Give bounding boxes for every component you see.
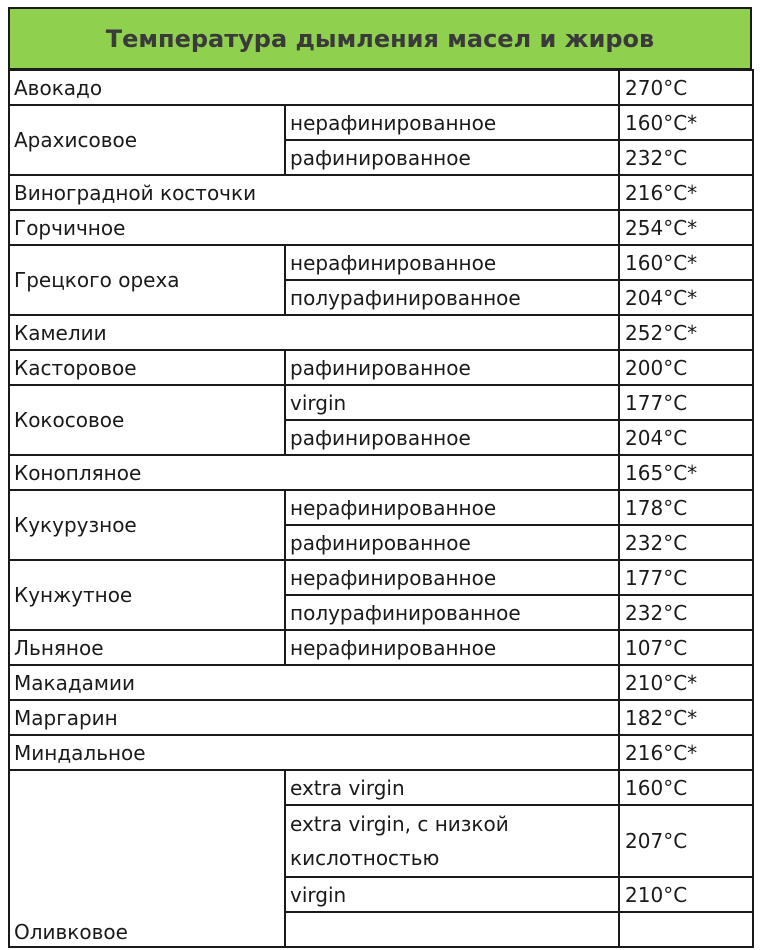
variant-cell: нерафинированное (285, 245, 619, 280)
variant-cell: extra virgin, с низкой кислотностью (285, 805, 619, 877)
oil-name-cell: Маргарин (9, 700, 619, 735)
table-row (9, 385, 753, 420)
variant-cell: virgin (285, 877, 619, 912)
temperature-cell (619, 912, 753, 947)
table-row (9, 490, 753, 525)
oil-name-cell: Макадамии (9, 665, 619, 700)
temperature-cell: 210°C* (619, 665, 753, 700)
table-row (9, 700, 753, 735)
table-title: Температура дымления масел и жиров (8, 7, 752, 70)
oil-name-cell: Грецкого ореха (9, 245, 285, 315)
temperature-cell: 210°C (619, 877, 753, 912)
variant-cell: рафинированное (285, 350, 619, 385)
variant-cell: рафинированное (285, 420, 619, 455)
temperature-cell: 107°C (619, 630, 753, 665)
oil-name-cell: Кунжутное (9, 560, 285, 630)
temperature-cell: 270°C (619, 70, 753, 105)
oil-name-cell: Авокадо (9, 70, 619, 105)
variant-cell: полурафинированное (285, 595, 619, 630)
variant-cell: нерафинированное (285, 560, 619, 595)
oil-name-cell: Касторовое (9, 350, 285, 385)
temperature-cell: 182°C* (619, 700, 753, 735)
temperature-cell: 178°C (619, 490, 753, 525)
temperature-cell: 177°C (619, 560, 753, 595)
table-row (9, 105, 753, 140)
table-row (9, 315, 753, 350)
temperature-cell: 204°C* (619, 280, 753, 315)
variant-cell: полурафинированное (285, 280, 619, 315)
oil-name-cell: Виноградной косточки (9, 175, 619, 210)
table-row (9, 210, 753, 245)
temperature-cell: 200°C (619, 350, 753, 385)
table-row (9, 560, 753, 595)
oil-name-cell: Кукурузное (9, 490, 285, 560)
variant-cell: virgin (285, 385, 619, 420)
temperature-cell: 207°C (619, 805, 753, 877)
table-row (9, 665, 753, 700)
oil-name-cell: Арахисовое (9, 105, 285, 175)
variant-cell: нерафинированное (285, 630, 619, 665)
temperature-cell: 177°C (619, 385, 753, 420)
temperature-cell: 165°C* (619, 455, 753, 490)
table-row (9, 350, 753, 385)
table-row (9, 175, 753, 210)
table-row (9, 630, 753, 665)
table-row (9, 70, 753, 105)
oil-name-cell: Оливковое (9, 770, 285, 947)
table-row (9, 735, 753, 770)
temperature-cell: 160°C* (619, 105, 753, 140)
temperature-cell: 254°C* (619, 210, 753, 245)
temperature-cell: 216°C* (619, 175, 753, 210)
variant-cell: нерафинированное (285, 490, 619, 525)
smoke-point-table (8, 69, 754, 948)
smoke-point-table-container (8, 7, 752, 948)
temperature-cell: 216°C* (619, 735, 753, 770)
table-row (9, 245, 753, 280)
temperature-cell: 160°C (619, 770, 753, 805)
variant-cell: рафинированное (285, 525, 619, 560)
oil-name-cell: Камелии (9, 315, 619, 350)
variant-cell: нерафинированное (285, 105, 619, 140)
variant-cell: рафинированное (285, 140, 619, 175)
temperature-cell: 252°C* (619, 315, 753, 350)
oil-name-cell: Конопляное (9, 455, 619, 490)
temperature-cell: 160°C* (619, 245, 753, 280)
temperature-cell: 232°C (619, 140, 753, 175)
oil-name-cell: Льняное (9, 630, 285, 665)
variant-cell: extra virgin (285, 770, 619, 805)
oil-name-cell: Горчичное (9, 210, 619, 245)
variant-cell (285, 912, 619, 947)
table-row (9, 455, 753, 490)
temperature-cell: 232°C (619, 525, 753, 560)
temperature-cell: 204°C (619, 420, 753, 455)
oil-name-cell: Кокосовое (9, 385, 285, 455)
oil-name-cell: Миндальное (9, 735, 619, 770)
temperature-cell: 232°C (619, 595, 753, 630)
table-row (9, 770, 753, 805)
